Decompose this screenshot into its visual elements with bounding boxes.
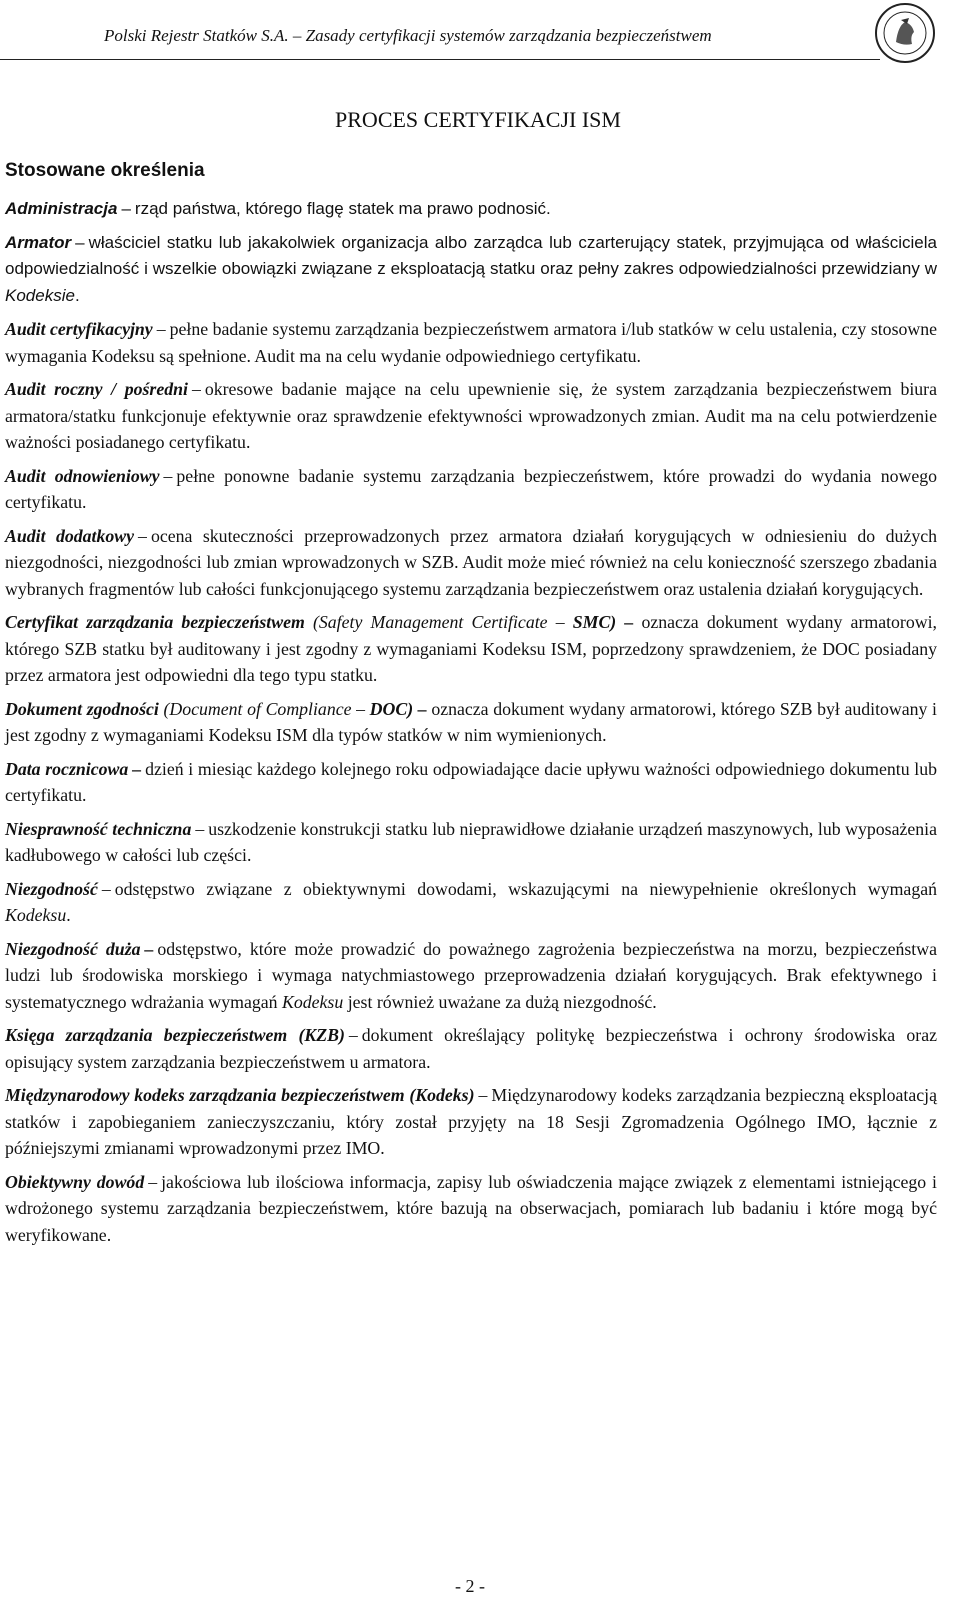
definition-armator: Armator – właściciel statku lub jakakolwiek organizacja albo zarządca lub czarterujący statek, przyjmująca od właściciela odpowiedzialność i wszelkie obowiązki związane z eksploatacją statku oraz pełny zakres odpowiedzialności przewidziany w Kodeksie. [5,232,937,305]
definition-text: oznacza dokument wydany armatorowi, którego SZB statku był auditowany i jest zgodny z wymaganiami Kodeksu ISM, poprzedzony sprawdzeniem, że DOC posiadany przez armatora jest odpowiedni dla tego typu statku. [5,612,937,685]
definition-term: Data rocznicowa [5,758,129,779]
definition-term: Obiektywny dowód [5,1171,145,1192]
running-header: Polski Rejestr Statków S.A. – Zasady certyfikacji systemów zarządzania bezpieczeństwem [104,26,712,45]
page-header [0,0,960,62]
definitions-list [5,196,937,1255]
definition-term: Księga zarządzania bezpieczeństwem (KZB) [5,1025,345,1045]
definition-text: właściciel statku lub jakakolwiek organizacja albo zarządca lub czarterujący statek, przyjmująca od właściciela odpowiedzialność i wszelkie obowiązki związane z eksploatacją statku oraz pełny zakres odpowiedzialności przewidziany w [5,232,937,278]
definition-term: Audit certyfikacyjny [5,319,153,339]
definition-kodeks: Międzynarodowy kodeks zarządzania bezpieczeństwem (Kodeks) – Międzynarodowy kodeks zarządzania bezpieczną eksploatacją statków i zapobieganiem zanieczyszczaniu, który został przyjęty na 18 Sesji Zgromadzenia Ogólnego IMO, łącznie z późniejszymi zmianami wprowadzonymi przez IMO. [5,1085,937,1158]
definition-text: dokument określający politykę bezpieczeństwa i ochrony środowiska oraz opisujący system zarządzania bezpieczeństwem u armatora. [5,1025,937,1072]
definition-ksiega: Księga zarządzania bezpieczeństwem (KZB) – dokument określający politykę bezpieczeństwa i ochrony środowiska oraz opisujący system zarządzania bezpieczeństwem u armatora. [5,1025,937,1072]
prs-logo-icon [874,2,936,64]
definition-term: Audit roczny / pośredni [5,379,188,399]
definition-audit-odnowieniowy: Audit odnowieniowy – pełne ponowne badanie systemu zarządzania bezpieczeństwem, które prowadzi do wydania nowego certyfikatu. [5,465,937,512]
definition-text: pełne badanie systemu zarządzania bezpieczeństwem armatora i/lub statków w celu ustalenia, czy stosowne wymagania Kodeksu są spełnione. Audit ma na celu wydanie odpowiedniego certyfikatu. [5,319,937,366]
definition-term: Międzynarodowy kodeks zarządzania bezpieczeństwem (Kodeks) [5,1085,475,1105]
definition-term: Administracja [5,199,118,218]
definition-text: uszkodzenie konstrukcji statku lub nieprawidłowe działanie urządzeń maszynowych, lub wyposażenia kadłubowego w całości lub części. [5,818,937,865]
header-rule [0,59,880,60]
definition-text: jakościowa lub ilościowa informacja, zapisy lub oświadczenia mające związek z elementami istniejącego i wdrożonego systemu zarządzania bezpieczeństwem, które bazują na obserwacjach, pomiarach lub badaniu i które mogą być weryfikowane. [5,1171,937,1245]
definition-text: odstępstwo związane z obiektywnymi dowodami, wskazującymi na niewypełnienie określonych wymagań [114,878,937,899]
definition-certyfikat: Certyfikat zarządzania bezpieczeństwem (Safety Management Certificate – SMC) – oznacza dokument wydany armatorowi, którego SZB statku był auditowany i jest zgodny z wymaganiami Kodeksu ISM, poprzedzony sprawdzeniem, że DOC posiadany przez armatora jest odpowiedni dla tego typu statku. [5,612,937,685]
definition-term: Audit odnowieniowy [5,465,160,486]
definition-administracja: Administracja – rząd państwa, którego flagę statek ma prawo podnosić. [5,199,551,218]
page-number: - 2 - [455,1576,485,1596]
definition-data-rocznicowa: Data rocznicowa – dzień i miesiąc każdego kolejnego roku odpowiadające dacie upływu ważności odpowiedniego dokumentu lub certyfikatu. [5,758,937,805]
definition-text: rząd państwa, którego flagę statek ma prawo podnosić. [134,199,551,218]
definition-term: Niesprawność techniczna [5,818,192,839]
definition-obiektywny-dowod: Obiektywny dowód – jakościowa lub ilościowa informacja, zapisy lub oświadczenia mające związek z elementami istniejącego i wdrożonego systemu zarządzania bezpieczeństwem, które bazują na obserwacjach, pomiarach lub badaniu i które mogą być weryfikowane. [5,1171,937,1245]
definition-text: ocena skuteczności przeprowadzonych przez armatora działań korygujących w odniesieniu do dużych niezgodności, niezgodności lub zmian wprowadzonych w SZB. Audit może mieć również na celu konieczność szerszego zbadania wybranych fragmentów lub całości funkcjonującego systemu zarządzania bezpieczeństwem oraz ustalenia działań korygujących. [5,525,937,599]
definition-audit-dodatkowy: Audit dodatkowy – ocena skuteczności przeprowadzonych przez armatora działań korygujących w odniesieniu do dużych niezgodności, niezgodności lub zmian wprowadzonych w SZB. Audit może mieć również na celu konieczność szerszego zbadania wybranych fragmentów lub całości funkcjonującego systemu zarządzania bezpieczeństwem oraz ustalenia działań korygujących. [5,525,937,599]
definition-text: odstępstwo, które może prowadzić do poważnego zagrożenia bezpieczeństwa na morzu, bezpieczeństwa ludzi lub środowiska morskiego i wymaga natychmiastowego przeprowadzenia działań korygujących. Brak efektywnego i systematycznego wdrażania wymagań [5,938,937,1012]
section-heading: Stosowane określenia [5,160,205,181]
definition-term: Certyfikat zarządzania bezpieczeństwem [5,612,305,632]
definition-audit-roczny: Audit roczny / pośredni – okresowe badanie mające na celu upewnienie się, że system zarządzania bezpieczeństwem biura armatora/statku funkcjonuje efektywnie oraz sprawdzenie efektywności wprowadzonych zmian. Audit ma na celu potwierdzenie ważności posiadanego certyfikatu. [5,379,937,452]
definition-text: oznacza dokument wydany armatorowi, którego SZB był auditowany i jest zgodny z wymaganiami Kodeksu ISM dla typów statków w nim wymienionych. [5,698,937,745]
definition-term: Niezgodność duża [5,938,141,959]
document-title: PROCES CERTYFIKACJI ISM [335,107,621,132]
definition-text: dzień i miesiąc każdego kolejnego roku odpowiadające dacie upływu ważności odpowiedniego dokumentu lub certyfikatu. [5,758,937,805]
definition-text: pełne ponowne badanie systemu zarządzania bezpieczeństwem, które prowadzi do wydania nowego certyfikatu. [5,465,937,512]
definition-term: Niezgodność [5,878,98,899]
definition-niesprawnosc: Niesprawność techniczna – uszkodzenie konstrukcji statku lub nieprawidłowe działanie urządzeń maszynowych, lub wyposażenia kadłubowego w całości lub części. [5,818,937,865]
definition-text: Międzynarodowy kodeks zarządzania bezpieczną eksploatacją statków i zapobieganiem zanieczyszczaniu, który został przyjęty na 18 Sesji Zgromadzenia Ogólnego IMO, łącznie z późniejszymi zmianami wprowadzonymi przez IMO. [5,1085,937,1158]
definition-term: Audit dodatkowy [5,525,135,546]
definition-audit-certyfikacyjny: Audit certyfikacyjny – pełne badanie systemu zarządzania bezpieczeństwem armatora i/lub statków w celu ustalenia, czy stosowne wymagania Kodeksu są spełnione. Audit ma na celu wydanie odpowiedniego certyfikatu. [5,319,937,366]
definition-niezgodnosc-duza: Niezgodność duża – odstępstwo, które może prowadzić do poważnego zagrożenia bezpieczeństwa na morzu, bezpieczeństwa ludzi lub środowiska morskiego i wymaga natychmiastowego przeprowadzenia działań korygujących. Brak efektywnego i systematycznego wdrażania wymagań Kodeksu jest również uważane za dużą niezgodność. [5,938,937,1012]
definition-niezgodnosc: Niezgodność – odstępstwo związane z obiektywnymi dowodami, wskazującymi na niewypełnienie określonych wymagań Kodeksu. [5,878,937,925]
definition-term: Armator [5,232,72,252]
definition-text: okresowe badanie mające na celu upewnienie się, że system zarządzania bezpieczeństwem biura armatora/statku funkcjonuje efektywnie oraz sprawdzenie efektywności wprowadzonych zmian. Audit ma na celu potwierdzenie ważności posiadanego certyfikatu. [5,379,937,452]
definition-dokument-zgodnosci: Dokument zgodności (Document of Compliance – DOC) – oznacza dokument wydany armatorowi, którego SZB był auditowany i jest zgodny z wymaganiami Kodeksu ISM dla typów statków w nim wymienionych. [5,698,937,745]
definition-term: Dokument zgodności [5,698,159,719]
